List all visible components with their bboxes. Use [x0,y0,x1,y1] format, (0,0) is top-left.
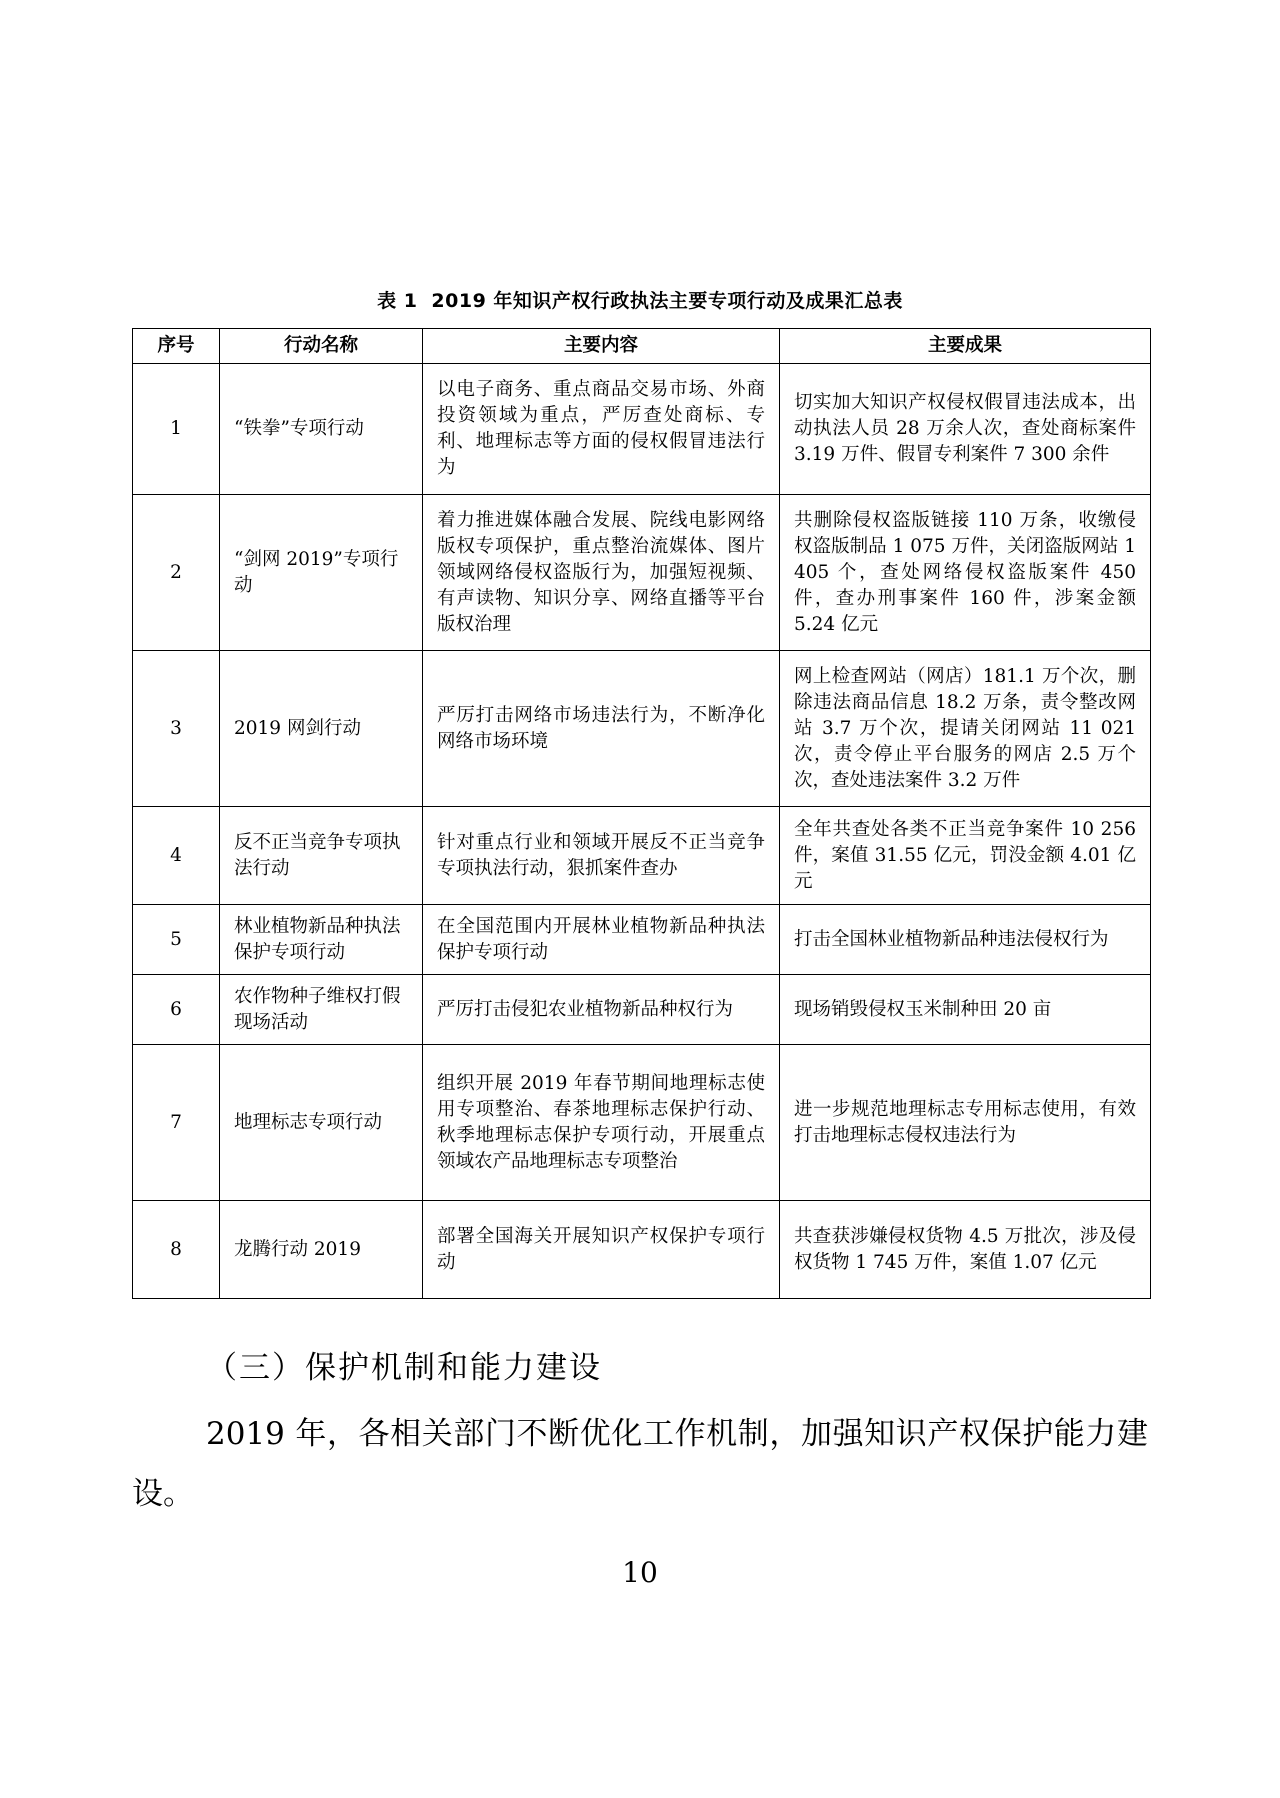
action-result: 现场销毁侵权玉米制种田 20 亩 [780,975,1151,1045]
row-number: 8 [133,1201,220,1299]
action-result: 网上检查网站（网店）181.1 万个次，删除违法商品信息 18.2 万条，责令整改网站 3.7 万个次，提请关闭网站 11 021 次，责令停止平台服务的网店 2.5 万个次，查处违法案件 3.2 万件 [780,651,1151,807]
table-row [133,905,1151,975]
table-row [133,651,1151,807]
table-row [133,807,1151,905]
action-name: 反不正当竞争专项执法行动 [220,807,423,905]
row-number: 3 [133,651,220,807]
table-row [133,1201,1151,1299]
action-content: 以电子商务、重点商品交易市场、外商投资领域为重点，严厉查处商标、专利、地理标志等方面的侵权假冒违法行为 [423,364,780,495]
section-heading: （三）保护机制和能力建设 [206,1350,602,1386]
header-main-results: 主要成果 [780,329,1151,364]
row-number: 4 [133,807,220,905]
row-number: 6 [133,975,220,1045]
header-action-name: 行动名称 [220,329,423,364]
action-content: 针对重点行业和领域开展反不正当竞争专项执法行动，狠抓案件查办 [423,807,780,905]
action-result: 共删除侵权盗版链接 110 万条，收缴侵权盗版制品 1 075 万件，关闭盗版网站 1 405 个，查处网络侵权盗版案件 450 件，查办刑事案件 160 件，涉案金额 5.24 亿元 [780,495,1151,651]
action-content: 严厉打击侵犯农业植物新品种权行为 [423,975,780,1045]
action-name: 龙腾行动 2019 [220,1201,423,1299]
table-row [133,975,1151,1045]
row-number: 1 [133,364,220,495]
action-result: 进一步规范地理标志专用标志使用，有效打击地理标志侵权违法行为 [780,1045,1151,1201]
table-row [133,364,1151,495]
row-number: 7 [133,1045,220,1201]
action-content: 组织开展 2019 年春节期间地理标志使用专项整治、春茶地理标志保护行动、秋季地理标志保护专项行动，开展重点领域农产品地理标志专项整治 [423,1045,780,1201]
table-caption [0,286,1280,313]
action-content: 严厉打击网络市场违法行为，不断净化网络市场环境 [423,651,780,807]
action-result: 打击全国林业植物新品种违法侵权行为 [780,905,1151,975]
table-row [133,495,1151,651]
enforcement-actions-table [132,328,1151,1299]
action-name: “铁拳”专项行动 [220,364,423,495]
body-paragraph: 2019 年，各相关部门不断优化工作机制，加强知识产权保护能力建设。 [132,1416,1148,1512]
row-number: 2 [133,495,220,651]
page-number: 10 [622,1556,658,1589]
action-name: “剑网 2019”专项行动 [220,495,423,651]
table-caption-label: 表 1 [377,290,418,312]
action-content: 着力推进媒体融合发展、院线电影网络版权专项保护，重点整治流媒体、图片领域网络侵权盗版行为，加强短视频、有声读物、知识分享、网络直播等平台版权治理 [423,495,780,651]
table-row [133,1045,1151,1201]
row-number: 5 [133,905,220,975]
action-result: 共查获涉嫌侵权货物 4.5 万批次，涉及侵权货物 1 745 万件，案值 1.07 亿元 [780,1201,1151,1299]
action-name: 2019 网剑行动 [220,651,423,807]
header-main-content: 主要内容 [423,329,780,364]
table-header-row [133,329,1151,364]
table-caption-title: 2019 年知识产权行政执法主要专项行动及成果汇总表 [431,290,903,312]
action-content: 在全国范围内开展林业植物新品种执法保护专项行动 [423,905,780,975]
action-result: 全年共查处各类不正当竞争案件 10 256 件，案值 31.55 亿元，罚没金额 4.01 亿元 [780,807,1151,905]
action-name: 地理标志专项行动 [220,1045,423,1201]
action-result: 切实加大知识产权侵权假冒违法成本，出动执法人员 28 万余人次，查处商标案件 3.19 万件、假冒专利案件 7 300 余件 [780,364,1151,495]
action-content: 部署全国海关开展知识产权保护专项行动 [423,1201,780,1299]
action-name: 农作物种子维权打假现场活动 [220,975,423,1045]
header-serial: 序号 [133,329,220,364]
action-name: 林业植物新品种执法保护专项行动 [220,905,423,975]
